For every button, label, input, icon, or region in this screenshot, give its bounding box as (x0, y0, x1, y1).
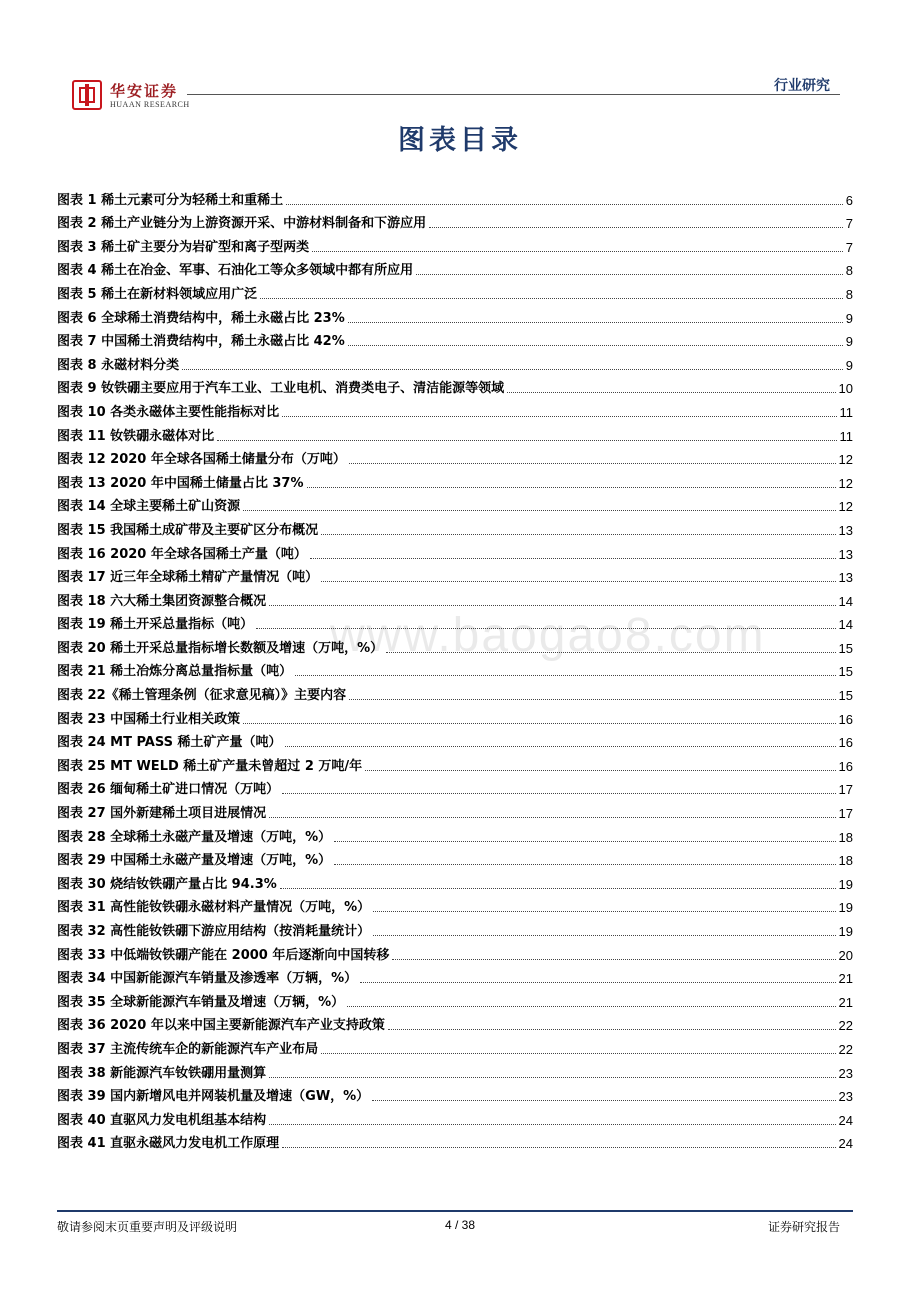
toc-entry-label[interactable]: 图表 11 钕铁硼永磁体对比 (57, 428, 215, 444)
toc-entry-label[interactable]: 图表 39 国内新增风电并网装机量及增速（GW，%） (57, 1089, 370, 1105)
toc-leader-dots (282, 416, 836, 417)
toc-entry-label[interactable]: 图表 23 中国稀土行业相关政策 (57, 711, 241, 727)
toc-leader-dots (269, 1124, 835, 1125)
toc-entry-label[interactable]: 图表 2 稀土产业链分为上游资源开采、中游材料制备和下游应用 (57, 216, 427, 232)
toc-entry[interactable] (57, 586, 853, 610)
toc-entry[interactable] (57, 1129, 853, 1153)
toc-entry[interactable] (57, 421, 853, 445)
toc-entry-label[interactable]: 图表 33 中低端钕铁硼产能在 2000 年后逐渐向中国转移 (57, 947, 390, 963)
toc-entry-label[interactable]: 图表 38 新能源汽车钕铁硼用量测算 (57, 1065, 267, 1081)
toc-leader-dots (307, 487, 836, 488)
toc-leader-dots (507, 392, 835, 393)
toc-leader-dots (269, 817, 835, 818)
toc-leader-dots (256, 628, 835, 629)
toc-entry-label[interactable]: 图表 17 近三年全球稀土精矿产量情况（吨） (57, 570, 319, 586)
toc-leader-dots (392, 959, 835, 960)
toc-entry-page: 12 (838, 499, 853, 515)
toc-entry-page: 15 (838, 664, 853, 680)
toc-entry-page: 14 (838, 593, 853, 609)
toc-entry-label[interactable]: 图表 18 六大稀土集团资源整合概况 (57, 593, 267, 609)
toc-entry[interactable] (57, 869, 853, 893)
toc-entry[interactable] (57, 775, 853, 799)
toc-entry-label[interactable]: 图表 24 MT PASS 稀土矿产量（吨） (57, 735, 282, 751)
page-title: 图表目录 (398, 125, 522, 156)
toc-leader-dots (372, 1100, 835, 1101)
toc-entry[interactable] (57, 964, 853, 988)
toc-entry-page: 22 (838, 1018, 853, 1034)
toc-entry[interactable] (57, 445, 853, 469)
toc-entry-label[interactable]: 图表 36 2020 年以来中国主要新能源汽车产业支持政策 (57, 1018, 385, 1034)
toc-entry-label[interactable]: 图表 10 各类永磁体主要性能指标对比 (57, 404, 280, 420)
toc-entry[interactable] (57, 397, 853, 421)
toc-entry-label[interactable]: 图表 19 稀土开采总量指标（吨） (57, 617, 254, 633)
toc-leader-dots (373, 935, 835, 936)
toc-entry-page: 7 (845, 239, 853, 255)
toc-entry-page: 8 (845, 263, 853, 279)
toc-entry-label[interactable]: 图表 4 稀土在冶金、军事、石油化工等众多领域中都有所应用 (57, 263, 414, 279)
toc-entry-page: 15 (838, 640, 853, 656)
toc-leader-dots (360, 982, 835, 983)
toc-entry-label[interactable]: 图表 16 2020 年全球各国稀土产量（吨） (57, 546, 307, 562)
toc-entry[interactable] (57, 256, 853, 280)
toc-leader-dots (243, 510, 835, 511)
toc-entry-label[interactable]: 图表 13 2020 年中国稀土储量占比 37% (57, 475, 304, 491)
toc-entry[interactable] (57, 1034, 853, 1058)
toc-entry-page: 12 (838, 452, 853, 468)
toc-entry-label[interactable]: 图表 27 国外新建稀土项目进展情况 (57, 806, 267, 822)
toc-entry[interactable] (57, 987, 853, 1011)
toc-leader-dots (285, 746, 836, 747)
toc-leader-dots (312, 251, 843, 252)
huaan-logo-icon (72, 80, 102, 110)
toc-entry-label[interactable]: 图表 12 2020 年全球各国稀土储量分布（万吨） (57, 452, 346, 468)
toc-entry-page: 10 (838, 381, 853, 397)
toc-entry-page: 16 (838, 711, 853, 727)
toc-entry[interactable] (57, 492, 853, 516)
toc-entry-label[interactable]: 图表 1 稀土元素可分为轻稀土和重稀土 (57, 192, 284, 208)
toc-entry-page: 19 (838, 876, 853, 892)
toc-entry-page: 13 (838, 522, 853, 538)
toc-entry[interactable] (57, 303, 853, 327)
toc-leader-dots (373, 911, 835, 912)
toc-entry[interactable] (57, 1011, 853, 1035)
toc-entry-page: 15 (838, 688, 853, 704)
toc-leader-dots (334, 841, 835, 842)
toc-entry[interactable] (57, 751, 853, 775)
toc-leader-dots (349, 699, 835, 700)
table-of-figures (57, 185, 853, 1152)
toc-entry-page: 13 (838, 570, 853, 586)
toc-leader-dots (347, 1006, 835, 1007)
section-label: 行业研究 (774, 78, 830, 94)
toc-entry[interactable] (57, 680, 853, 704)
toc-leader-dots (310, 558, 836, 559)
toc-leader-dots (348, 322, 843, 323)
toc-entry[interactable] (57, 374, 853, 398)
toc-entry-page: 7 (845, 216, 853, 232)
toc-entry-label[interactable]: 图表 29 中国稀土永磁产量及增速（万吨，%） (57, 853, 332, 869)
toc-entry-label[interactable]: 图表 40 直驱风力发电机组基本结构 (57, 1112, 267, 1128)
toc-leader-dots (388, 1029, 836, 1030)
toc-leader-dots (280, 888, 836, 889)
toc-leader-dots (282, 793, 835, 794)
toc-entry-label[interactable]: 图表 34 中国新能源汽车销量及渗透率（万辆，%） (57, 971, 358, 987)
toc-entry-page: 16 (838, 735, 853, 751)
toc-entry[interactable] (57, 822, 853, 846)
toc-entry-label[interactable]: 图表 37 主流传统车企的新能源汽车产业布局 (57, 1041, 319, 1057)
toc-entry[interactable] (57, 633, 853, 657)
toc-entry[interactable] (57, 468, 853, 492)
toc-entry-label[interactable]: 图表 31 高性能钕铁硼永磁材料产量情况（万吨，%） (57, 900, 371, 916)
toc-leader-dots (349, 463, 836, 464)
toc-entry[interactable] (57, 515, 853, 539)
toc-entry[interactable] (57, 1058, 853, 1082)
toc-entry[interactable] (57, 728, 853, 752)
toc-entry-label[interactable]: 图表 35 全球新能源汽车销量及增速（万辆，%） (57, 994, 345, 1010)
toc-leader-dots (282, 1147, 835, 1148)
toc-entry-page: 9 (845, 310, 853, 326)
toc-entry-page: 24 (838, 1112, 853, 1128)
toc-entry-label[interactable]: 图表 3 稀土矿主要分为岩矿型和离子型两类 (57, 239, 310, 255)
watermark: www.baogao8.com (330, 609, 766, 662)
toc-entry-page: 22 (838, 1041, 853, 1057)
toc-entry-label[interactable]: 图表 26 缅甸稀土矿进口情况（万吨） (57, 782, 280, 798)
toc-leader-dots (269, 605, 835, 606)
toc-leader-dots (365, 770, 835, 771)
toc-entry[interactable] (57, 610, 853, 634)
toc-entry-label[interactable]: 图表 8 永磁材料分类 (57, 357, 180, 373)
toc-entry-label[interactable]: 图表 32 高性能钕铁硼下游应用结构（按消耗量统计） (57, 924, 371, 939)
toc-leader-dots (260, 298, 843, 299)
toc-entry-page: 20 (838, 947, 853, 963)
toc-leader-dots (269, 1077, 835, 1078)
toc-entry-page: 18 (838, 853, 853, 869)
toc-entry-label[interactable]: 图表 6 全球稀土消费结构中，稀土永磁占比 23% (57, 310, 345, 326)
toc-entry[interactable] (57, 704, 853, 728)
footer-disclaimer: 敬请参阅末页重要声明及评级说明 (57, 1220, 238, 1234)
toc-entry[interactable] (57, 539, 853, 563)
toc-entry-page: 19 (838, 900, 853, 916)
toc-entry[interactable] (57, 893, 853, 917)
toc-leader-dots (429, 227, 843, 228)
toc-entry-label[interactable]: 图表 14 全球主要稀土矿山资源 (57, 499, 241, 515)
toc-entry-page: 17 (838, 782, 853, 798)
toc-leader-dots (321, 581, 835, 582)
toc-entry-page: 6 (845, 192, 853, 208)
toc-entry[interactable] (57, 279, 853, 303)
toc-leader-dots (334, 864, 835, 865)
toc-entry-page: 18 (838, 829, 853, 845)
toc-entry-label[interactable]: 图表 28 全球稀土永磁产量及增速（万吨，%） (57, 829, 332, 845)
toc-leader-dots (321, 534, 835, 535)
toc-entry[interactable] (57, 209, 853, 233)
toc-entry-page: 9 (845, 357, 853, 373)
toc-entry[interactable] (57, 916, 853, 940)
toc-entry-page: 13 (838, 546, 853, 562)
toc-entry-page: 11 (839, 428, 853, 444)
toc-leader-dots (348, 345, 843, 346)
toc-entry-label[interactable]: 图表 25 MT WELD 稀土矿产量未曾超过 2 万吨/年 (57, 758, 363, 774)
toc-entry-label[interactable]: 图表 20 稀土开采总量指标增长数额及增速（万吨，%） (57, 640, 384, 656)
toc-entry-label[interactable]: 图表 5 稀土在新材料领域应用广泛 (57, 286, 258, 302)
toc-entry-page: 9 (845, 334, 853, 350)
toc-entry[interactable] (57, 657, 853, 681)
toc-entry-page: 21 (838, 994, 853, 1010)
toc-entry[interactable] (57, 940, 853, 964)
toc-leader-dots (286, 204, 843, 205)
toc-entry[interactable] (57, 350, 853, 374)
toc-leader-dots (416, 274, 843, 275)
toc-entry-page: 17 (838, 806, 853, 822)
toc-entry[interactable] (57, 185, 853, 209)
toc-entry-page: 23 (838, 1065, 853, 1081)
toc-leader-dots (217, 440, 836, 441)
toc-entry[interactable] (57, 327, 853, 351)
toc-leader-dots (321, 1053, 835, 1054)
toc-entry-label[interactable]: 图表 15 我国稀土成矿带及主要矿区分布概况 (57, 522, 319, 538)
toc-entry-page: 11 (839, 404, 853, 420)
toc-leader-dots (295, 675, 835, 676)
toc-entry-label[interactable]: 图表 7 中国稀土消费结构中，稀土永磁占比 42% (57, 334, 345, 350)
toc-entry-page: 8 (845, 286, 853, 302)
toc-entry[interactable] (57, 563, 853, 587)
toc-entry[interactable] (57, 232, 853, 256)
toc-leader-dots (243, 723, 835, 724)
toc-entry[interactable] (57, 1105, 853, 1129)
toc-entry-page: 12 (838, 475, 853, 491)
toc-entry-page: 21 (838, 971, 853, 987)
toc-entry-label[interactable]: 图表 21 稀土冶炼分离总量指标量（吨） (57, 664, 293, 680)
logo-name-cn: 华安证券 (110, 82, 179, 100)
toc-entry[interactable] (57, 846, 853, 870)
toc-entry-label[interactable]: 图表 9 钕铁硼主要应用于汽车工业、工业电机、消费类电子、清洁能源等领域 (57, 381, 505, 397)
footer-divider (57, 1210, 853, 1212)
toc-entry-page: 16 (838, 758, 853, 774)
toc-entry-page: 19 (838, 924, 853, 939)
toc-leader-dots (386, 652, 835, 653)
toc-entry-label[interactable]: 图表 30 烧结钕铁硼产量占比 94.3% (57, 876, 277, 892)
logo-name-en: HUAAN RESEARCH (110, 100, 190, 109)
toc-entry-label[interactable]: 图表 41 直驱永磁风力发电机工作原理 (57, 1136, 280, 1152)
toc-entry[interactable] (57, 798, 853, 822)
footer-report-type: 证券研究报告 (767, 1220, 840, 1234)
toc-entry-page: 24 (838, 1136, 853, 1152)
header-divider (187, 94, 840, 95)
toc-entry-label[interactable]: 图表 22《稀土管理条例（征求意见稿）》主要内容 (57, 688, 347, 704)
toc-leader-dots (182, 369, 843, 370)
toc-entry-page: 14 (838, 617, 853, 633)
toc-entry[interactable] (57, 1082, 853, 1106)
page-number: 4 / 38 (444, 1218, 476, 1232)
page-header (70, 70, 842, 116)
toc-entry-page: 23 (838, 1089, 853, 1105)
